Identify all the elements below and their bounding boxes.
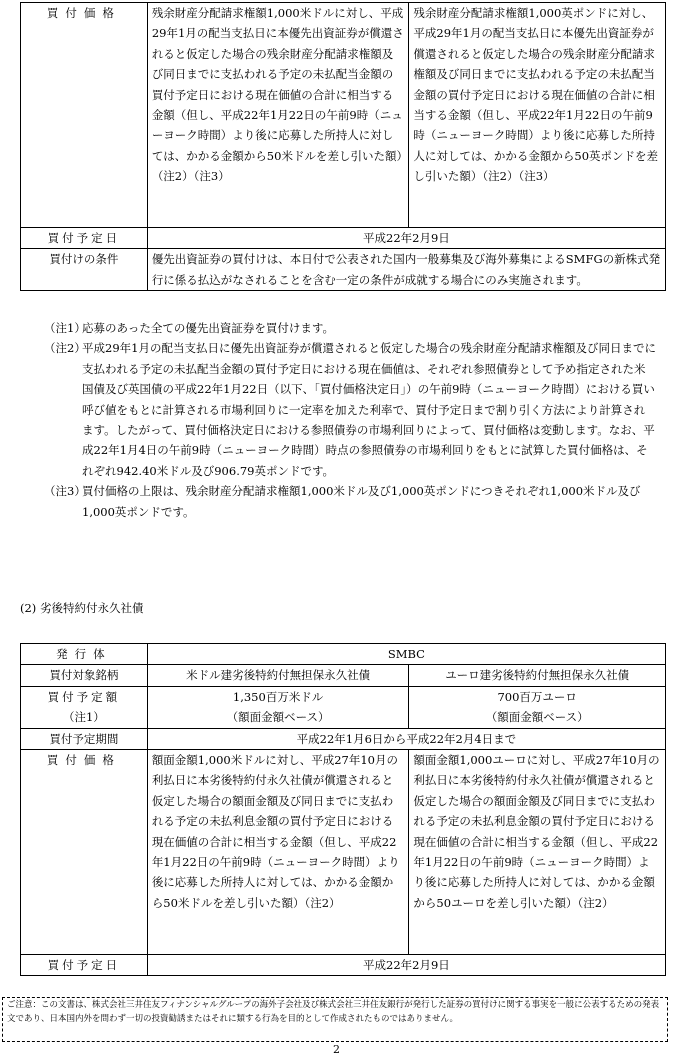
table-row: [21, 228, 666, 249]
amount-label: 買付予定額: [47, 689, 121, 704]
amount-usd-value: 1,350百万米ドル: [232, 689, 324, 704]
amount-eur: [409, 686, 666, 728]
preferred-securities-table: [20, 2, 666, 291]
section-heading: (2) 劣後特約付永久社債: [20, 601, 144, 615]
notes-section: [20, 318, 666, 522]
row-label-target: 買付対象銘柄: [21, 665, 148, 686]
purchase-date-value: 平成22年2月9日: [147, 228, 665, 249]
note-text: 応募のあった全ての優先出資証券を買付けます。: [82, 321, 334, 335]
amount-eur-value: 700百万ユーロ: [497, 689, 577, 704]
issuer-value: SMBC: [147, 644, 665, 665]
price-gbp-cell: 残余財産分配請求権額1,000英ポンドに対し、平成29年1月の配当支払日に本優先出資証券が償還されると仮定した場合の残余財産分配請求権額及び同日までに支払われる予定の未払配当金額の買付予定日における現在価値の合計に相当する金額（但し、平成22年1月22日の午前9時（ニューヨーク時間）より後に応募した所持人に対しては、かかる金額から50英ポンドを差し引いた額）（注2）（注3）: [409, 3, 666, 228]
target-eur: ユーロ建劣後特約付無担保永久社債: [409, 665, 666, 686]
price-usd-cell: 額面金額1,000米ドルに対し、平成27年10月の利払日に本劣後特約付永久社債が償還されると仮定した場合の額面金額及び同日までに支払われる予定の未払利息金額の買付予定日における現在価値の合計に相当する金額（但し、平成22年1月22日の午前9時（ニューヨーク時間）より後に応募した所持人に対しては、かかる金額から50米ドルを差し引いた額）（注2）: [147, 750, 409, 955]
price-usd-cell: 残余財産分配請求権額1,000米ドルに対し、平成29年1月の配当支払日に本優先出資証券が償還されると仮定した場合の残余財産分配請求権額及び同日までに支払われる予定の未払配当金額の買付予定日における現在価値の合計に相当する金額（但し、平成22年1月22日の午前9時（ニューヨーク時間）より後に応募した所持人に対しては、かかる金額から50米ドルを差し引いた額）（注2）（注3）: [147, 3, 409, 228]
row-label-price: 買付価格: [21, 750, 148, 955]
page-number: 2: [333, 1043, 340, 1056]
purchase-date-value: 平成22年2月9日: [147, 955, 665, 976]
amount-usd: [147, 686, 409, 728]
row-label-purchase-date: 買付予定日: [21, 955, 148, 976]
note-2: [20, 338, 666, 481]
perpetual-bonds-table: [20, 643, 666, 976]
table-row: [21, 728, 666, 749]
row-label-issuer: 発行体: [21, 644, 148, 665]
row-label-purchase-price: 買付価格: [21, 3, 148, 228]
amount-usd-basis: （額面金額ベース）: [226, 710, 330, 725]
row-label-amount: [21, 686, 148, 728]
note-label: （注2）: [44, 341, 86, 356]
amount-eur-basis: （額面金額ベース）: [485, 710, 589, 725]
note-3: [20, 481, 666, 522]
target-usd: 米ドル建劣後特約付無担保永久社債: [147, 665, 409, 686]
note-text: 買付価格の上限は、残余財産分配請求権額1,000米ドル及び1,000英ポンドにつきそれぞれ1,000米ドル及び1,000英ポンドです。: [82, 484, 641, 519]
period-value: 平成22年1月6日から平成22年2月4日まで: [147, 728, 665, 749]
row-label-period: 買付予定期間: [21, 728, 148, 749]
note-1: [20, 318, 666, 338]
table-row: [21, 665, 666, 686]
table-row: [21, 3, 666, 228]
amount-note: （注1）: [62, 710, 105, 725]
row-label-conditions: 買付けの条件: [21, 249, 148, 291]
note-text: 平成29年1月の配当支払日に優先出資証券が償還されると仮定した場合の残余財産分配請求権額及び同日までに支払われる予定の未払配当金額の買付予定日における現在価値は、それぞれ参照債券として予め指定された米国債及び英国債の平成22年1月22日（以下、「買付価格決定日」）の午前9時（ニューヨーク時間）における買い呼び値をもとに計算される市場利回りに一定率を加えた利率で、買付予定日まで割り引く方法により計算されます。したがって、買付価格決定日における参照債券の市場利回りによって、買付価格は変動します。なお、平成22年1月4日の午前9時（ニューヨーク時間）時点の参照債券の市場利回りをもとに試算した買付価格は、それぞれ942.40米ドル及び906.79英ポンドです。: [82, 341, 656, 478]
table-row: [21, 249, 666, 291]
disclaimer-box: ご注意：この文書は、株式会社三井住友フィナンシャルグループの海外子会社及び株式会社三井住友銀行が発行した証券の買付けに関する事実を一般に公表するための発表文であり、日本国内外を問わず一切の投資勧誘またはそれに類する行為を目的として作成されたものではありません。: [2, 997, 668, 1042]
table-row: [21, 750, 666, 955]
table-row: [21, 686, 666, 728]
conditions-value: 優先出資証券の買付けは、本日付で公表された国内一般募集及び海外募集によるSMFGの新株式発行に係る払込がなされることを含む一定の条件が成就する場合にのみ実施されます。: [147, 249, 665, 291]
note-label: （注3）: [44, 484, 86, 499]
note-label: （注1）: [44, 321, 86, 335]
table-row: [21, 955, 666, 976]
table-row: [21, 644, 666, 665]
row-label-purchase-date: 買付予定日: [21, 228, 148, 249]
price-eur-cell: 額面金額1,000ユーロに対し、平成27年10月の利払日に本劣後特約付永久社債が償還されると仮定した場合の額面金額及び同日までに支払われる予定の未払利息金額の買付予定日における現在価値の合計に相当する金額（但し、平成22年1月22日の午前9時（ニューヨーク時間）より後に応募した所持人に対しては、かかる金額から50ユーロを差し引いた額）（注2）: [409, 750, 666, 955]
